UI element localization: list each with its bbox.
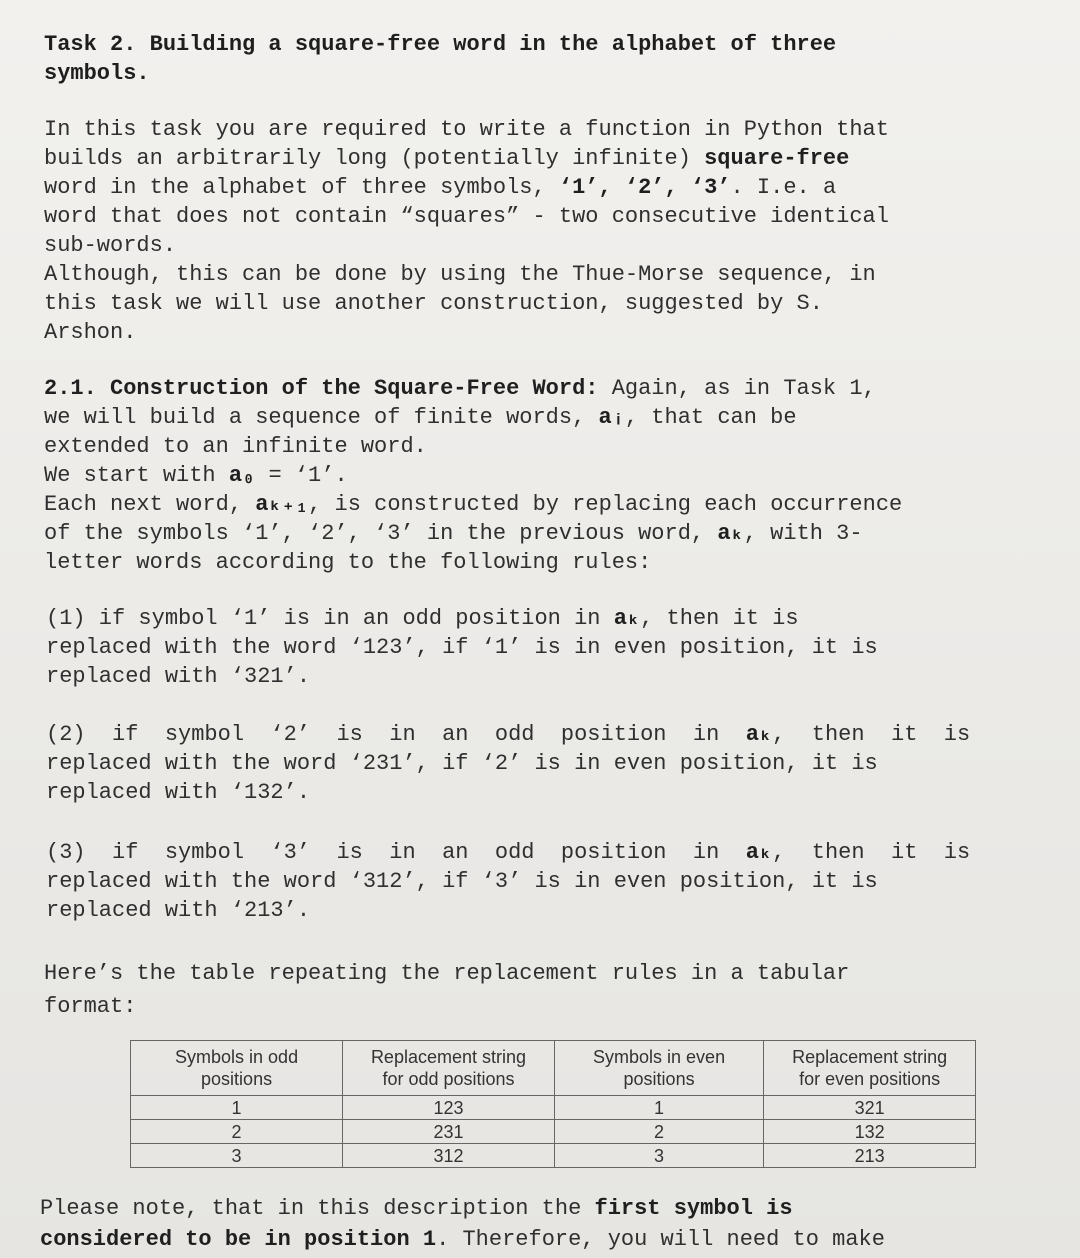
rule-3: [46, 838, 970, 925]
rule-symbol: aₖ: [613, 606, 641, 631]
table-cell: 2: [554, 1120, 763, 1144]
section-text-1: Again, as in Task 1, we will build a sequence of finite words,: [44, 376, 876, 430]
section-text-3: = ‘1’. Each next word,: [44, 463, 348, 517]
note-text-b: considered to be in position 1: [40, 1227, 437, 1252]
section-text-4: , is constructed by replacing each occurrence of the symbols ‘1’, ‘2’, ‘3’ in the previous word,: [44, 492, 903, 546]
symbol-ak1: aₖ₊₁: [255, 492, 309, 517]
table-header: Replacement string for odd positions: [343, 1041, 555, 1096]
table-cell: 2: [131, 1120, 343, 1144]
table-cell: 231: [343, 1120, 555, 1144]
symbol-ai: aᵢ: [598, 405, 625, 430]
note-text-c: . Therefore, you will need to make: [436, 1227, 885, 1252]
rule-text-a: (3) if symbol ‘3’ is in an odd position in: [46, 840, 746, 865]
rule-symbol: aₖ: [745, 840, 773, 865]
table-cell: 321: [764, 1096, 976, 1120]
note-bold: first symbol is: [594, 1196, 793, 1221]
rule-text-a: (1) if symbol ‘1’ is in an odd position in: [46, 606, 614, 631]
task-title: Task 2. Building a square-free word in the alphabet of three symbols.: [44, 32, 837, 86]
table-cell: 213: [764, 1144, 976, 1168]
intro-text-1: In this task you are required to write a function in Python that builds an arbitrarily long (potentially infinite): [44, 117, 889, 171]
table-cell: 132: [764, 1120, 976, 1144]
intro-text-3: . I.e. a word that does not contain “squares” - two consecutive identical sub-words. Although, this can be done by using the Thue-Morse sequence, in this task we will use another construction, suggested by S. Arshon.: [44, 175, 889, 345]
note-text-a: Please note, that in this description the: [40, 1196, 595, 1221]
rule-1: [46, 604, 878, 691]
table-cell: 3: [131, 1144, 343, 1168]
table-header: Symbols in odd positions: [131, 1041, 343, 1096]
rule-2: [46, 720, 970, 807]
table-cell: 123: [343, 1096, 555, 1120]
rule-symbol: aₖ: [745, 722, 773, 747]
table-cell: 1: [131, 1096, 343, 1120]
rule-text-b: , then it is replaced with the word ‘123’, if ‘1’ is in even position, it is replaced with ‘321’.: [46, 606, 878, 689]
table-cell: 3: [554, 1144, 763, 1168]
table-cell: 1: [554, 1096, 763, 1120]
intro-paragraph: [44, 115, 889, 347]
table-header: Symbols in even positions: [554, 1041, 763, 1096]
table-row: [131, 1144, 976, 1168]
rule-text-a: (2) if symbol ‘2’ is in an odd position in: [46, 722, 746, 747]
intro-square-free: square-free: [704, 146, 850, 171]
intro-text-2: word in the alphabet of three symbols,: [44, 175, 546, 200]
table-header: Replacement string for even positions: [764, 1041, 976, 1096]
note-paragraph: [40, 1193, 885, 1255]
table-header-row: [131, 1041, 976, 1096]
intro-symbols: ‘1’, ‘2’, ‘3’: [558, 175, 731, 200]
rule-text-b: , then it is replaced with the word ‘231’, if ‘2’ is in even position, it is replaced with ‘132’.: [46, 722, 971, 805]
symbol-a0: a₀: [228, 463, 256, 488]
table-cell: 312: [343, 1144, 555, 1168]
section-text-5: , with 3- letter words according to the following rules:: [44, 521, 863, 575]
table-row: [131, 1120, 976, 1144]
symbol-ak: aₖ: [717, 521, 744, 546]
table-intro: Here’s the table repeating the replacement rules in a tabular format:: [44, 961, 850, 1019]
replacement-table: [130, 1040, 976, 1168]
section-heading: 2.1. Construction of the Square-Free Word:: [44, 376, 599, 401]
table-row: [131, 1096, 976, 1120]
construction-section: [44, 374, 902, 577]
section-text-2: , that can be extended to an infinite word. We start with: [44, 405, 797, 488]
rule-text-b: , then it is replaced with the word ‘312’, if ‘3’ is in even position, it is replaced with ‘213’.: [46, 840, 971, 923]
